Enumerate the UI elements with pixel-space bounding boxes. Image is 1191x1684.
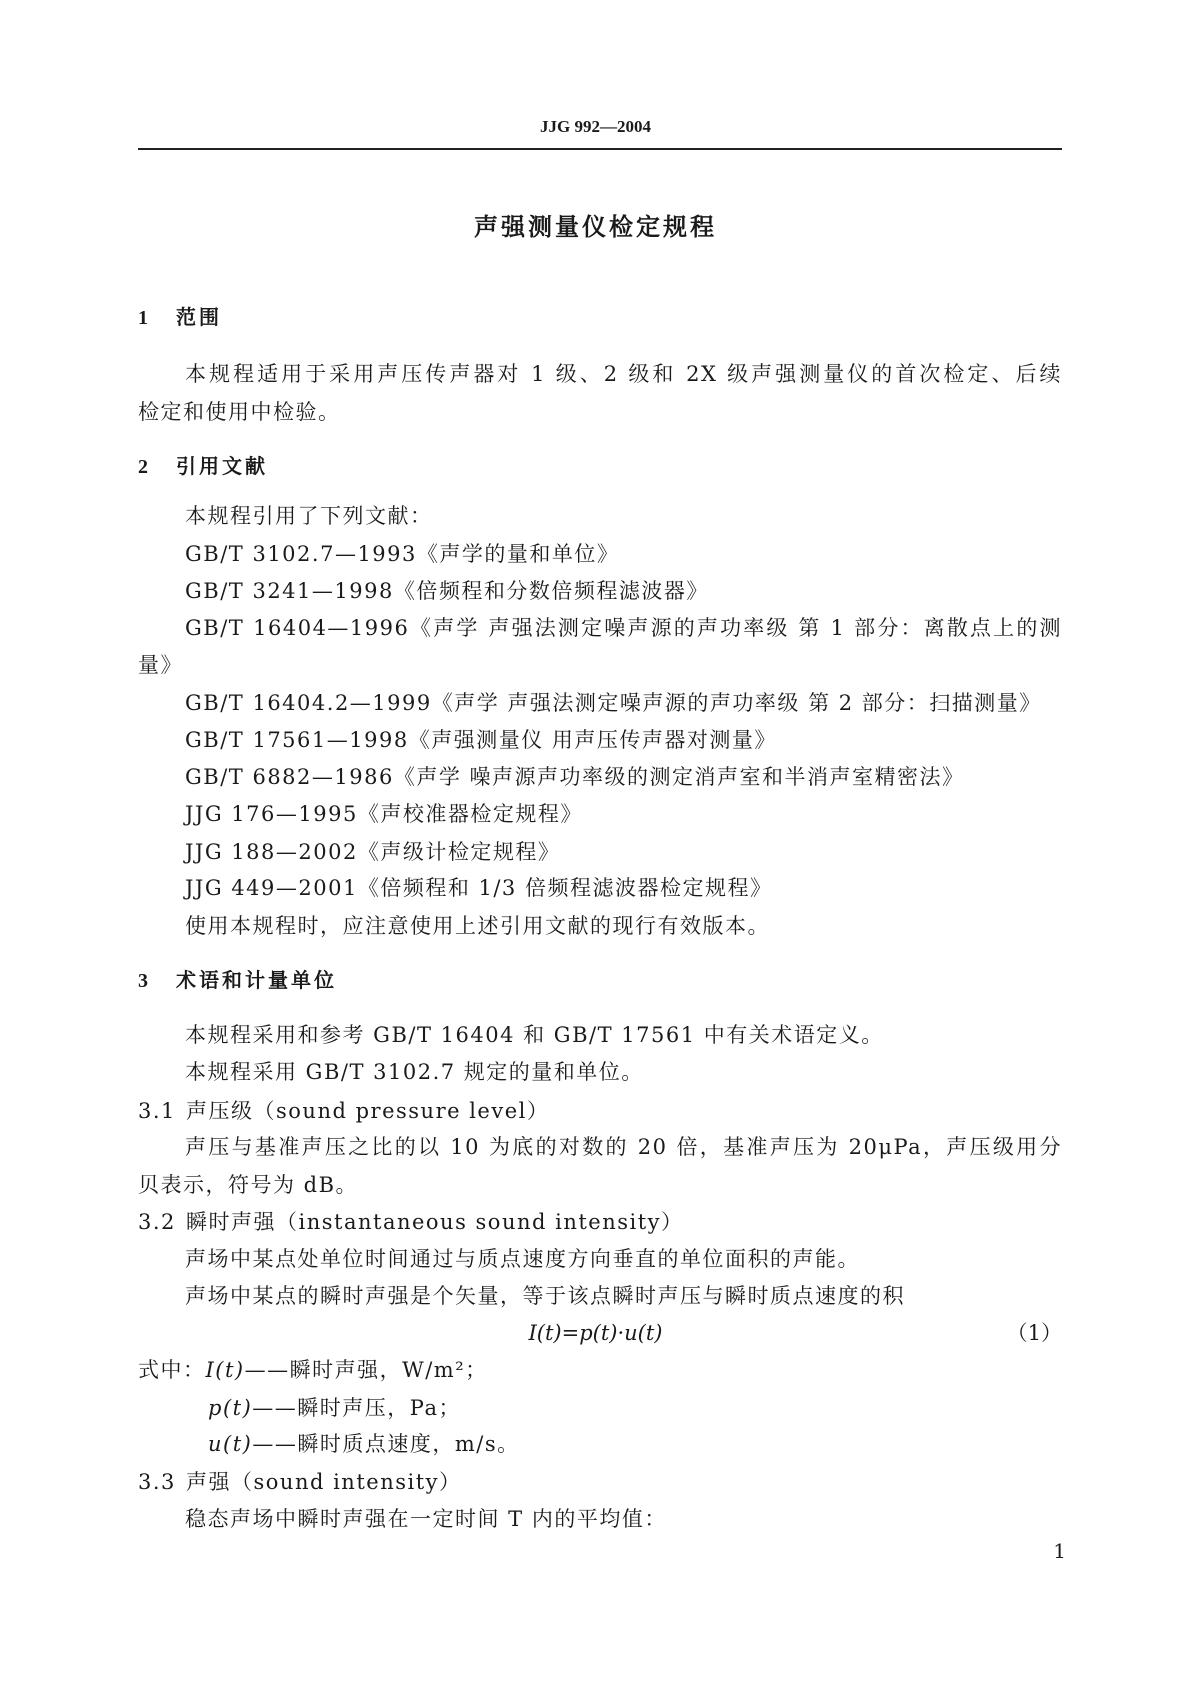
section-2-heading [138, 452, 268, 481]
reference-item: GB/T 16404.2—1999《声学 声强法测定噪声源的声功率级 第 2 部分：扫描测量》 [185, 691, 1042, 715]
term-label: 声强（sound intensity） [186, 1470, 462, 1494]
where-line [208, 1430, 520, 1458]
paragraph-line: 声场中某点的瞬时声强是个矢量，等于该点瞬时声压与瞬时质点速度的积 [185, 1284, 905, 1308]
term-number: 3.1 [138, 1099, 176, 1123]
paragraph-line: 检定和使用中检验。 [138, 400, 341, 424]
reference-item: GB/T 3102.7—1993《声学的量和单位》 [185, 542, 620, 566]
header-rule [138, 148, 1062, 150]
where-label: 式中： [138, 1358, 206, 1382]
reference-item: GB/T 3241—1998《倍频程和分数倍频程滤波器》 [185, 579, 709, 603]
reference-item: GB/T 16404—1996《声学 声强法测定噪声源的声功率级 第 1 部分：离散点上的测 [185, 616, 1062, 640]
symbol: p(t) [208, 1396, 253, 1420]
symbol: u(t) [208, 1432, 253, 1456]
where-line [138, 1356, 488, 1384]
section-number: 3 [138, 970, 148, 992]
paragraph-line: 使用本规程时，应注意使用上述引用文献的现行有效版本。 [185, 914, 770, 938]
term-label: 瞬时声强（instantaneous sound intensity） [186, 1210, 684, 1234]
where-line [208, 1394, 461, 1422]
term-number: 3.3 [138, 1470, 176, 1494]
equation-number: （1） [1006, 1321, 1062, 1345]
paragraph-line: 本规程引用了下列文献： [185, 504, 433, 528]
paragraph-line: 本规程采用 GB/T 3102.7 规定的量和单位。 [185, 1060, 644, 1084]
section-1-heading [138, 303, 222, 332]
symbol-definition: ——瞬时声压，Pa； [252, 1396, 461, 1420]
reference-item: JJG 449—2001《倍频程和 1/3 倍频程滤波器检定规程》 [185, 876, 773, 900]
reference-item: JJG 188—2002《声级计检定规程》 [185, 840, 561, 864]
reference-item: JJG 176—1995《声校准器检定规程》 [185, 802, 583, 826]
term-number: 3.2 [138, 1210, 176, 1234]
section-3-heading [138, 966, 337, 995]
paragraph-line: 声场中某点处单位时间通过与质点速度方向垂直的单位面积的声能。 [185, 1247, 860, 1271]
section-label: 范围 [176, 305, 222, 329]
term-label: 声压级（sound pressure level） [186, 1099, 550, 1123]
document-title: 声强测量仪检定规程 [474, 213, 717, 241]
paragraph-line: 稳态声场中瞬时声强在一定时间 T 内的平均值： [185, 1507, 667, 1531]
section-label: 术语和计量单位 [176, 968, 337, 992]
section-label: 引用文献 [176, 454, 268, 478]
reference-item-continued: 量》 [138, 653, 183, 677]
page-number: 1 [1053, 1539, 1066, 1563]
section-number: 1 [138, 307, 148, 329]
symbol-definition: ——瞬时声强，W/m²； [244, 1358, 488, 1382]
paragraph-line: 本规程适用于采用声压传声器对 1 级、2 级和 2X 级声强测量仪的首次检定、后续 [185, 362, 1062, 386]
section-number: 2 [138, 456, 148, 478]
running-header: JJG 992—2004 [540, 117, 651, 136]
term-3-2-heading [138, 1208, 684, 1236]
paragraph-line: 本规程采用和参考 GB/T 16404 和 GB/T 17561 中有关术语定义。 [185, 1023, 884, 1047]
term-3-1-heading [138, 1097, 549, 1125]
reference-item: GB/T 17561—1998《声强测量仪 用声压传声器对测量》 [185, 728, 777, 752]
term-3-3-heading [138, 1468, 462, 1496]
paragraph-line: 声压与基准声压之比的以 10 为底的对数的 20 倍，基准声压为 20μPa，声压级用分 [185, 1135, 1062, 1159]
formula: I(t)=p(t)·u(t) [528, 1321, 663, 1345]
symbol: I(t) [205, 1358, 245, 1382]
symbol-definition: ——瞬时质点速度，m/s。 [252, 1432, 520, 1456]
reference-item: GB/T 6882—1986《声学 噪声源声功率级的测定消声室和半消声室精密法》 [185, 765, 965, 789]
paragraph-line: 贝表示，符号为 dB。 [138, 1173, 359, 1197]
